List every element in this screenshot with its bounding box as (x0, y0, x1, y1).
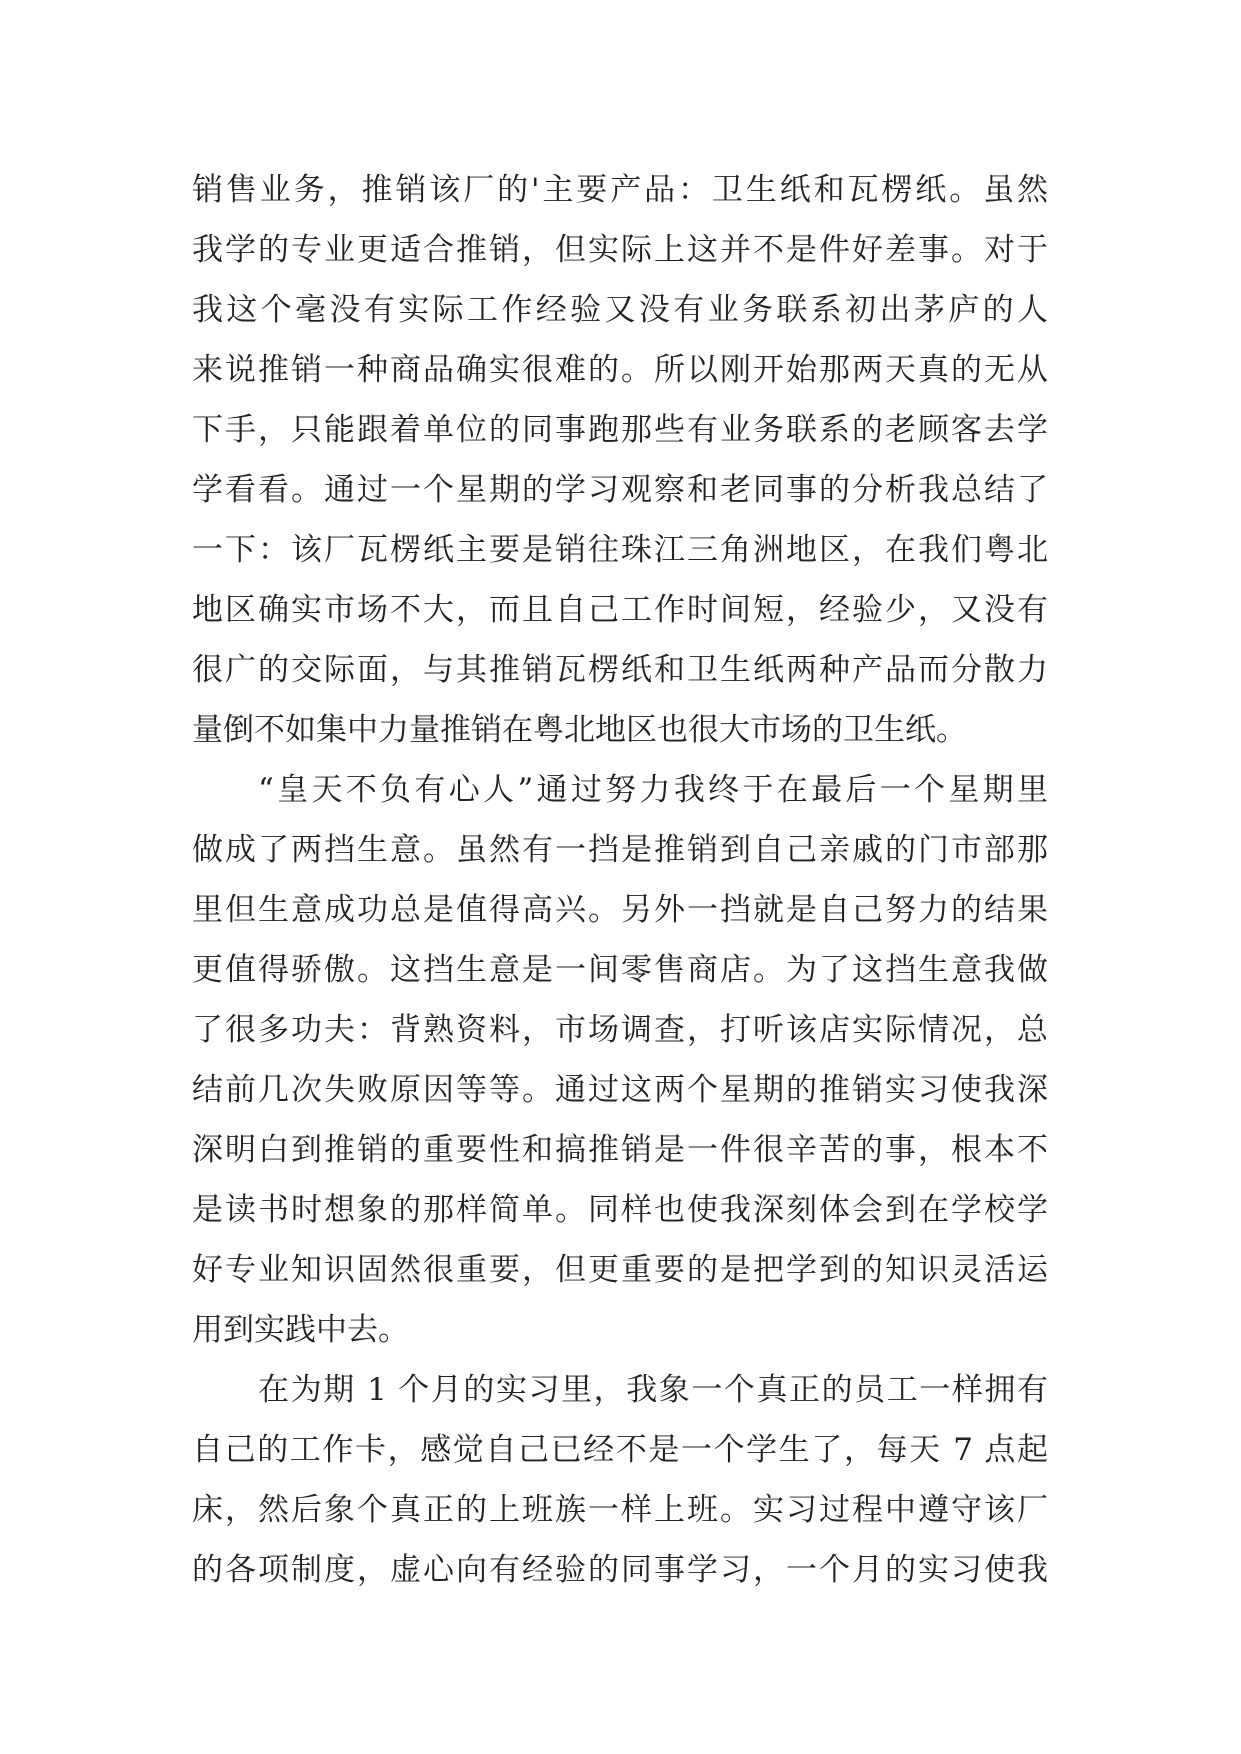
paragraph (192, 160, 1048, 760)
text-line: 下手，只能跟着单位的同事跑那些有业务联系的老顾客去学 (192, 412, 1048, 448)
text-line: 的各项制度，虚心向有经验的同事学习，一个月的实习使我 (192, 1552, 1048, 1588)
text-line: 床，然后象个真正的上班族一样上班。实习过程中遵守该厂 (192, 1492, 1048, 1528)
text-line: 地区确实市场不大，而且自己工作时间短，经验少，又没有 (192, 592, 1048, 628)
text-line: 了很多功夫：背熟资料，市场调查，打听该店实际情况，总 (192, 1012, 1048, 1048)
text-line: 我这个毫没有实际工作经验又没有业务联系初出茅庐的人 (192, 292, 1048, 328)
text-line: 做成了两挡生意。虽然有一挡是推销到自己亲戚的门市部那 (192, 832, 1048, 868)
text-line: 在为期 1 个月的实习里，我象一个真正的员工一样拥有 (258, 1372, 1048, 1408)
text-line: 好专业知识固然很重要，但更重要的是把学到的知识灵活运 (192, 1252, 1048, 1288)
text-line: 学看看。通过一个星期的学习观察和老同事的分析我总结了 (192, 472, 1048, 508)
text-line: 来说推销一种商品确实很难的。所以刚开始那两天真的无从 (192, 352, 1048, 388)
text-line: 销售业务，推销该厂的'主要产品：卫生纸和瓦楞纸。虽然 (192, 172, 1048, 208)
text-line: 是读书时想象的那样简单。同样也使我深刻体会到在学校学 (192, 1192, 1048, 1228)
text-line: 很广的交际面，与其推销瓦楞纸和卫生纸两种产品而分散力 (192, 652, 1048, 688)
text-line: 里但生意成功总是值得高兴。另外一挡就是自己努力的结果 (192, 892, 1048, 928)
text-line: “皇天不负有心人”通过努力我终于在最后一个星期里 (258, 772, 1048, 808)
text-line: 深明白到推销的重要性和搞推销是一件很辛苦的事，根本不 (192, 1132, 1048, 1168)
paragraph (192, 1360, 1048, 1600)
text-line: 更值得骄傲。这挡生意是一间零售商店。为了这挡生意我做 (192, 952, 1048, 988)
document-body (192, 160, 1048, 1600)
paragraph (192, 760, 1048, 1360)
text-line: 量倒不如集中力量推销在粤北地区也很大市场的卫生纸。 (192, 712, 967, 748)
text-line: 自己的工作卡，感觉自己已经不是一个学生了，每天 7 点起 (192, 1432, 1048, 1468)
text-line: 用到实践中去。 (192, 1312, 409, 1348)
text-line: 结前几次失败原因等等。通过这两个星期的推销实习使我深 (192, 1072, 1048, 1108)
text-line: 我学的专业更适合推销，但实际上这并不是件好差事。对于 (192, 232, 1048, 268)
text-line: 一下：该厂瓦楞纸主要是销往珠江三角洲地区，在我们粤北 (192, 532, 1048, 568)
